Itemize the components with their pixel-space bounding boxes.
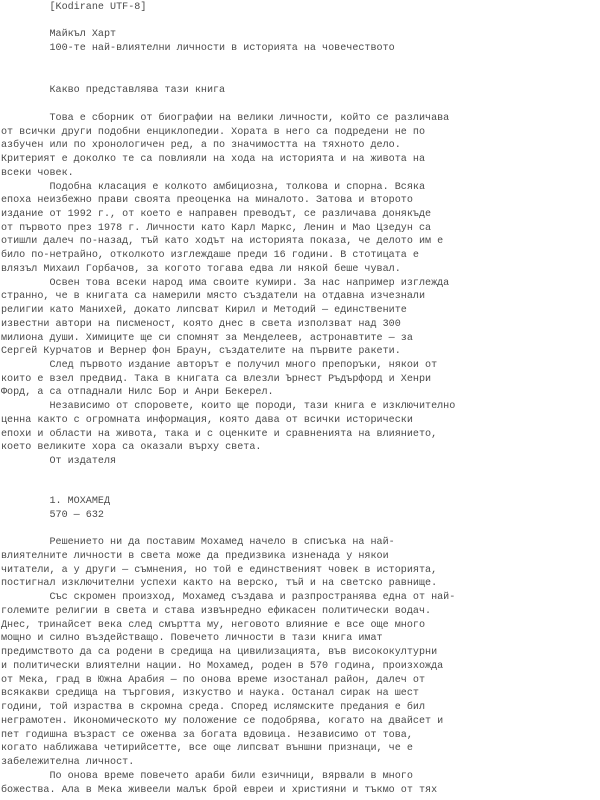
text-line: известни автори на писменост, която днес в света използват над 300 [1,318,401,330]
text-line: От издателя [1,456,117,467]
chapter-title: 1. МОХАМЕД [1,496,111,507]
book-title: 100-те най-влиятелни личности в историята на човечеството [1,43,395,54]
text-line: Критерият е доколко те са повлияли на хода на историята и на живота на [1,154,426,166]
text-line: ценна както с огромната информация, която дава от всички исторически [1,414,413,426]
text-line: отишли далеч по-назад, тъй като ходът на историята показа, че делото им е [1,236,444,248]
text-line: По онова време повечето араби били езичници, вярвали в много [1,770,413,782]
text-line: предимството да са родени в средища на цивилизацията, във висококултурни [1,647,438,658]
section-heading: Какво представлява тази книга [1,85,226,96]
text-line: Сергей Курчатов и Вернер фон Браун, създателите на първите ракети. [1,346,401,358]
text-line: Със скромен произход, Мохамед създава и разпространява една от най- [1,592,456,603]
text-line: от Мека, град в Южна Арабия — по онова време изостанал район, далеч от [1,674,426,686]
text-line: След първото издание авторът е получил много препоръки, някои от [1,359,438,371]
text-line: читатели, а у други — съмнения, но той е единственият човек в историята, [1,564,438,576]
text-line: от първото през 1978 г. Личности като Карл Маркс, Ленин и Мао Цзедун са [1,222,432,234]
text-line: Днес, тринайсет века след смъртта му, неговото влияние е все още много [1,619,426,631]
text-line: големите религии в света и става извънредно ефикасен политически водач. [1,605,432,617]
text-line: забележителна личност. [1,757,135,768]
text-line: Това е сборник от биографии на велики личности, който се различава [1,113,450,124]
text-line: странно, че в книгата са намерили място създатели на отдавна изчезнали [1,291,426,303]
text-line: и политически влиятелни нации. Но Мохамед, роден в 570 година, произхожда [1,660,444,672]
text-line: от всички други подобни енциклопедии. Хората в него са подредени не по [1,126,426,138]
text-line: влязъл Михаил Горбачов, за когото тогава едва ли някой беше чувал. [1,263,401,275]
text-line: Независимо от споровете, които ще породи, тази книга е изключително [1,401,456,413]
text-line: пет годишна възраст се оженва за богата вдовица. Независимо от това, [1,729,413,741]
text-line: неграмотен. Икономическото му положение се подобрява, когато на двайсет и [1,715,444,727]
text-line: влиятелните личности в света може да предизвика изненада у някои [1,550,389,562]
text-line: Освен това всеки народ има своите кумири. За нас например изглежда [1,277,450,289]
text-line: епоха неизбежно прави своята преоценка на миналото. Затова и второто [1,195,413,207]
text-line: издание от 1992 г., от което е направен преводът, се различава донякъде [1,209,432,221]
text-line: което великите хора са оказали върху света. [1,442,262,454]
text-line: когато наближава четирийсетте, все още липсват външни признаци, че е [1,743,413,755]
text-line: Форд, а са отпаднали Нилс Бор и Анри Бекерел. [1,387,274,399]
text-line: Решението ни да поставим Мохамед начело в списъка на най- [1,537,395,548]
text-line: азбучен или по хронологичен ред, а по значимостта на тяхното дело. [1,140,401,152]
text-line: Подобна класация е колкото амбициозна, толкова и спорна. Всяка [1,181,426,193]
text-line: години, той израства в скромна среда. Според ислямските предания е бил [1,702,426,713]
chapter-years: 570 — 632 [1,510,104,521]
text-line: религии като Манихей, докато липсват Кирил и Методий — единствените [1,305,407,317]
text-line: които е взел предвид. Така в книгата са влезли Ърнест Ръдърфорд и Хенри [1,373,432,385]
text-line: милиона души. Химиците ще си спомнят за Менделеев, астронавтите — за [1,332,413,344]
encoding-note: [Kodirane UTF-8] [1,2,147,13]
text-line: епохи и области на живота, така и с оценките и сравненията на влиянието, [1,428,438,440]
text-line: всеки човек. [1,167,74,179]
text-line: било по-нетрайно, отколкото изглеждаше преди 16 години. В стотицата е [1,250,419,262]
text-line: всякакви средища на търговия, изкуство и наука. Останал сирак на шест [1,688,419,700]
text-line: мощно и силно въздействащо. Повечето личности в тази книга имат [1,633,383,645]
text-line: божества. Ала в Мека живеели малък брой евреи и християни и тъкмо от тях [1,784,438,796]
text-line: постигнал изключителни успехи както на верско, тъй и на светско равнище. [1,578,438,590]
author-name: Майкъл Харт [1,29,117,40]
